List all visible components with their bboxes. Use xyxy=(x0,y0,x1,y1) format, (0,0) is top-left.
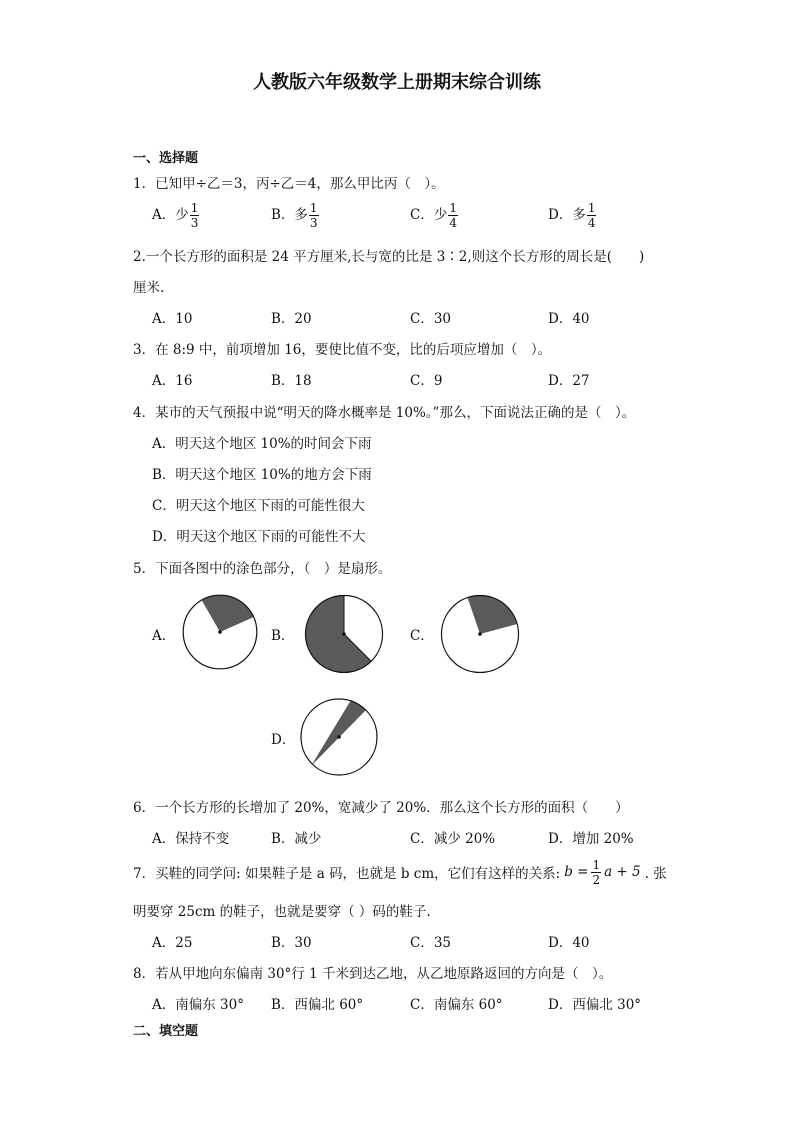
q5-figure-c-circle xyxy=(436,590,524,678)
q5-figure-a-circle xyxy=(180,592,260,672)
q1-option-d-fraction xyxy=(587,202,597,229)
q7-option-a[interactable]: A．25 xyxy=(152,935,193,951)
shaded-region xyxy=(202,595,254,632)
fraction-numerator: 1 xyxy=(449,201,457,215)
shaded-sector xyxy=(305,596,371,673)
question-3: 3．在 8:9 中，前项增加 16，要使比值不变，比的后项应增加（ ）。 xyxy=(133,342,552,358)
q2-option-b[interactable]: B．20 xyxy=(271,311,312,327)
question-6: 6．一个长方形的长增加了 20%，宽减少了 20%．那么这个长方形的面积（ ） xyxy=(133,800,629,816)
q5-option-a[interactable]: A． xyxy=(152,628,176,644)
question-7-line-2: 明要穿 25cm 的鞋子，也就是要穿（ ）码的鞋子. xyxy=(133,904,431,920)
fraction-numerator: 1 xyxy=(190,201,199,215)
q1-option-a[interactable] xyxy=(152,202,199,229)
fraction-numerator: 1 xyxy=(587,201,596,215)
question-2-line-2: 厘米. xyxy=(133,280,165,296)
q8-option-d[interactable]: D．西偏北 30° xyxy=(548,997,642,1013)
question-5: 5．下面各图中的涂色部分，（ ）是扇形。 xyxy=(133,561,392,577)
q3-option-a[interactable]: A．16 xyxy=(152,373,193,389)
question-4: 4．某市的天气预报中说“明天的降水概率是 10%。”那么，下面说法正确的是（ ）。 xyxy=(133,405,636,421)
q2-option-a[interactable]: A．10 xyxy=(152,311,193,327)
fraction-numerator: 1 xyxy=(309,201,318,215)
fraction-denominator: 4 xyxy=(587,216,596,230)
q2-option-d[interactable]: D．40 xyxy=(548,311,590,327)
q1-option-a-label: A．少 xyxy=(152,207,189,223)
question-7-text-tail: . 张 xyxy=(644,866,667,882)
section-heading-fill-blank: 二、填空题 xyxy=(133,1024,199,1039)
question-2-line-1: 2.一个长方形的面积是 24 平方厘米,长与宽的比是 3∶2,则这个长方形的周长是( ) xyxy=(133,249,645,265)
fraction-numerator: 1 xyxy=(592,857,601,872)
q7-option-d[interactable]: D．40 xyxy=(548,935,590,951)
fraction-denominator: 3 xyxy=(190,216,199,230)
q1-option-b[interactable] xyxy=(271,202,319,229)
q7-formula xyxy=(564,859,640,886)
q6-option-c[interactable]: C．减少 20% xyxy=(410,831,496,847)
formula-fraction xyxy=(591,859,601,886)
question-7-text: 7．买鞋的同学问: 如果鞋子是 a 码，也就是 b cm，它们有这样的关系: xyxy=(133,866,561,882)
q8-option-b[interactable]: B．西偏北 60° xyxy=(271,997,364,1013)
question-1: 1．已知甲÷乙＝3，丙÷乙＝4，那么甲比丙（ ）。 xyxy=(133,176,445,192)
q3-option-b[interactable]: B．18 xyxy=(271,373,312,389)
fraction-denominator: 2 xyxy=(592,872,601,887)
question-8: 8．若从甲地向东偏南 30°行 1 千米到达乙地，从乙地原路返回的方向是（ ）。 xyxy=(133,966,613,982)
shaded-region xyxy=(311,700,366,766)
q7-option-b[interactable]: B．30 xyxy=(271,935,312,951)
q6-option-a[interactable]: A．保持不变 xyxy=(152,831,230,847)
fraction-denominator: 4 xyxy=(449,216,457,230)
q1-option-c[interactable] xyxy=(410,202,458,229)
q1-option-b-fraction xyxy=(309,202,319,229)
formula-rhs: a + 5 xyxy=(604,864,641,880)
section-heading-choice: 一、选择题 xyxy=(133,151,199,166)
q6-option-d[interactable]: D．增加 20% xyxy=(548,831,634,847)
formula-lhs: b = xyxy=(564,864,589,880)
shaded-region xyxy=(468,595,518,634)
q8-option-a[interactable]: A．南偏东 30° xyxy=(152,997,244,1013)
q1-option-c-label: C．少 xyxy=(410,207,448,223)
q1-option-b-label: B．多 xyxy=(271,207,308,223)
q5-figure-d-circle xyxy=(296,694,382,780)
q1-option-d-label: D．多 xyxy=(548,207,586,223)
q1-option-c-fraction xyxy=(448,202,458,229)
q3-option-d[interactable]: D．27 xyxy=(548,373,590,389)
q5-figure-b-circle xyxy=(300,590,388,678)
q1-option-a-fraction xyxy=(190,202,200,229)
q4-option-c[interactable]: C．明天这个地区下雨的可能性很大 xyxy=(152,498,365,514)
fraction-denominator: 3 xyxy=(309,216,318,230)
q3-option-c[interactable]: C．9 xyxy=(410,373,443,389)
q6-option-b[interactable]: B．减少 xyxy=(271,831,322,847)
q4-option-d[interactable]: D．明天这个地区下雨的可能性不大 xyxy=(152,529,366,545)
q7-option-c[interactable]: C．35 xyxy=(410,935,452,951)
q4-option-a[interactable]: A．明天这个地区 10%的时间会下雨 xyxy=(152,436,372,452)
q8-option-c[interactable]: C．南偏东 60° xyxy=(410,997,503,1013)
q5-option-d[interactable]: D． xyxy=(271,732,296,748)
q4-option-b[interactable]: B．明天这个地区 10%的地方会下雨 xyxy=(152,467,372,483)
q2-option-c[interactable]: C．30 xyxy=(410,311,452,327)
q5-option-c[interactable]: C． xyxy=(410,628,434,644)
question-7-line-1 xyxy=(133,855,667,889)
q1-option-d[interactable] xyxy=(548,202,596,229)
page-title: 人教版六年级数学上册期末综合训练 xyxy=(253,72,541,93)
q5-option-b[interactable]: B． xyxy=(271,628,295,644)
